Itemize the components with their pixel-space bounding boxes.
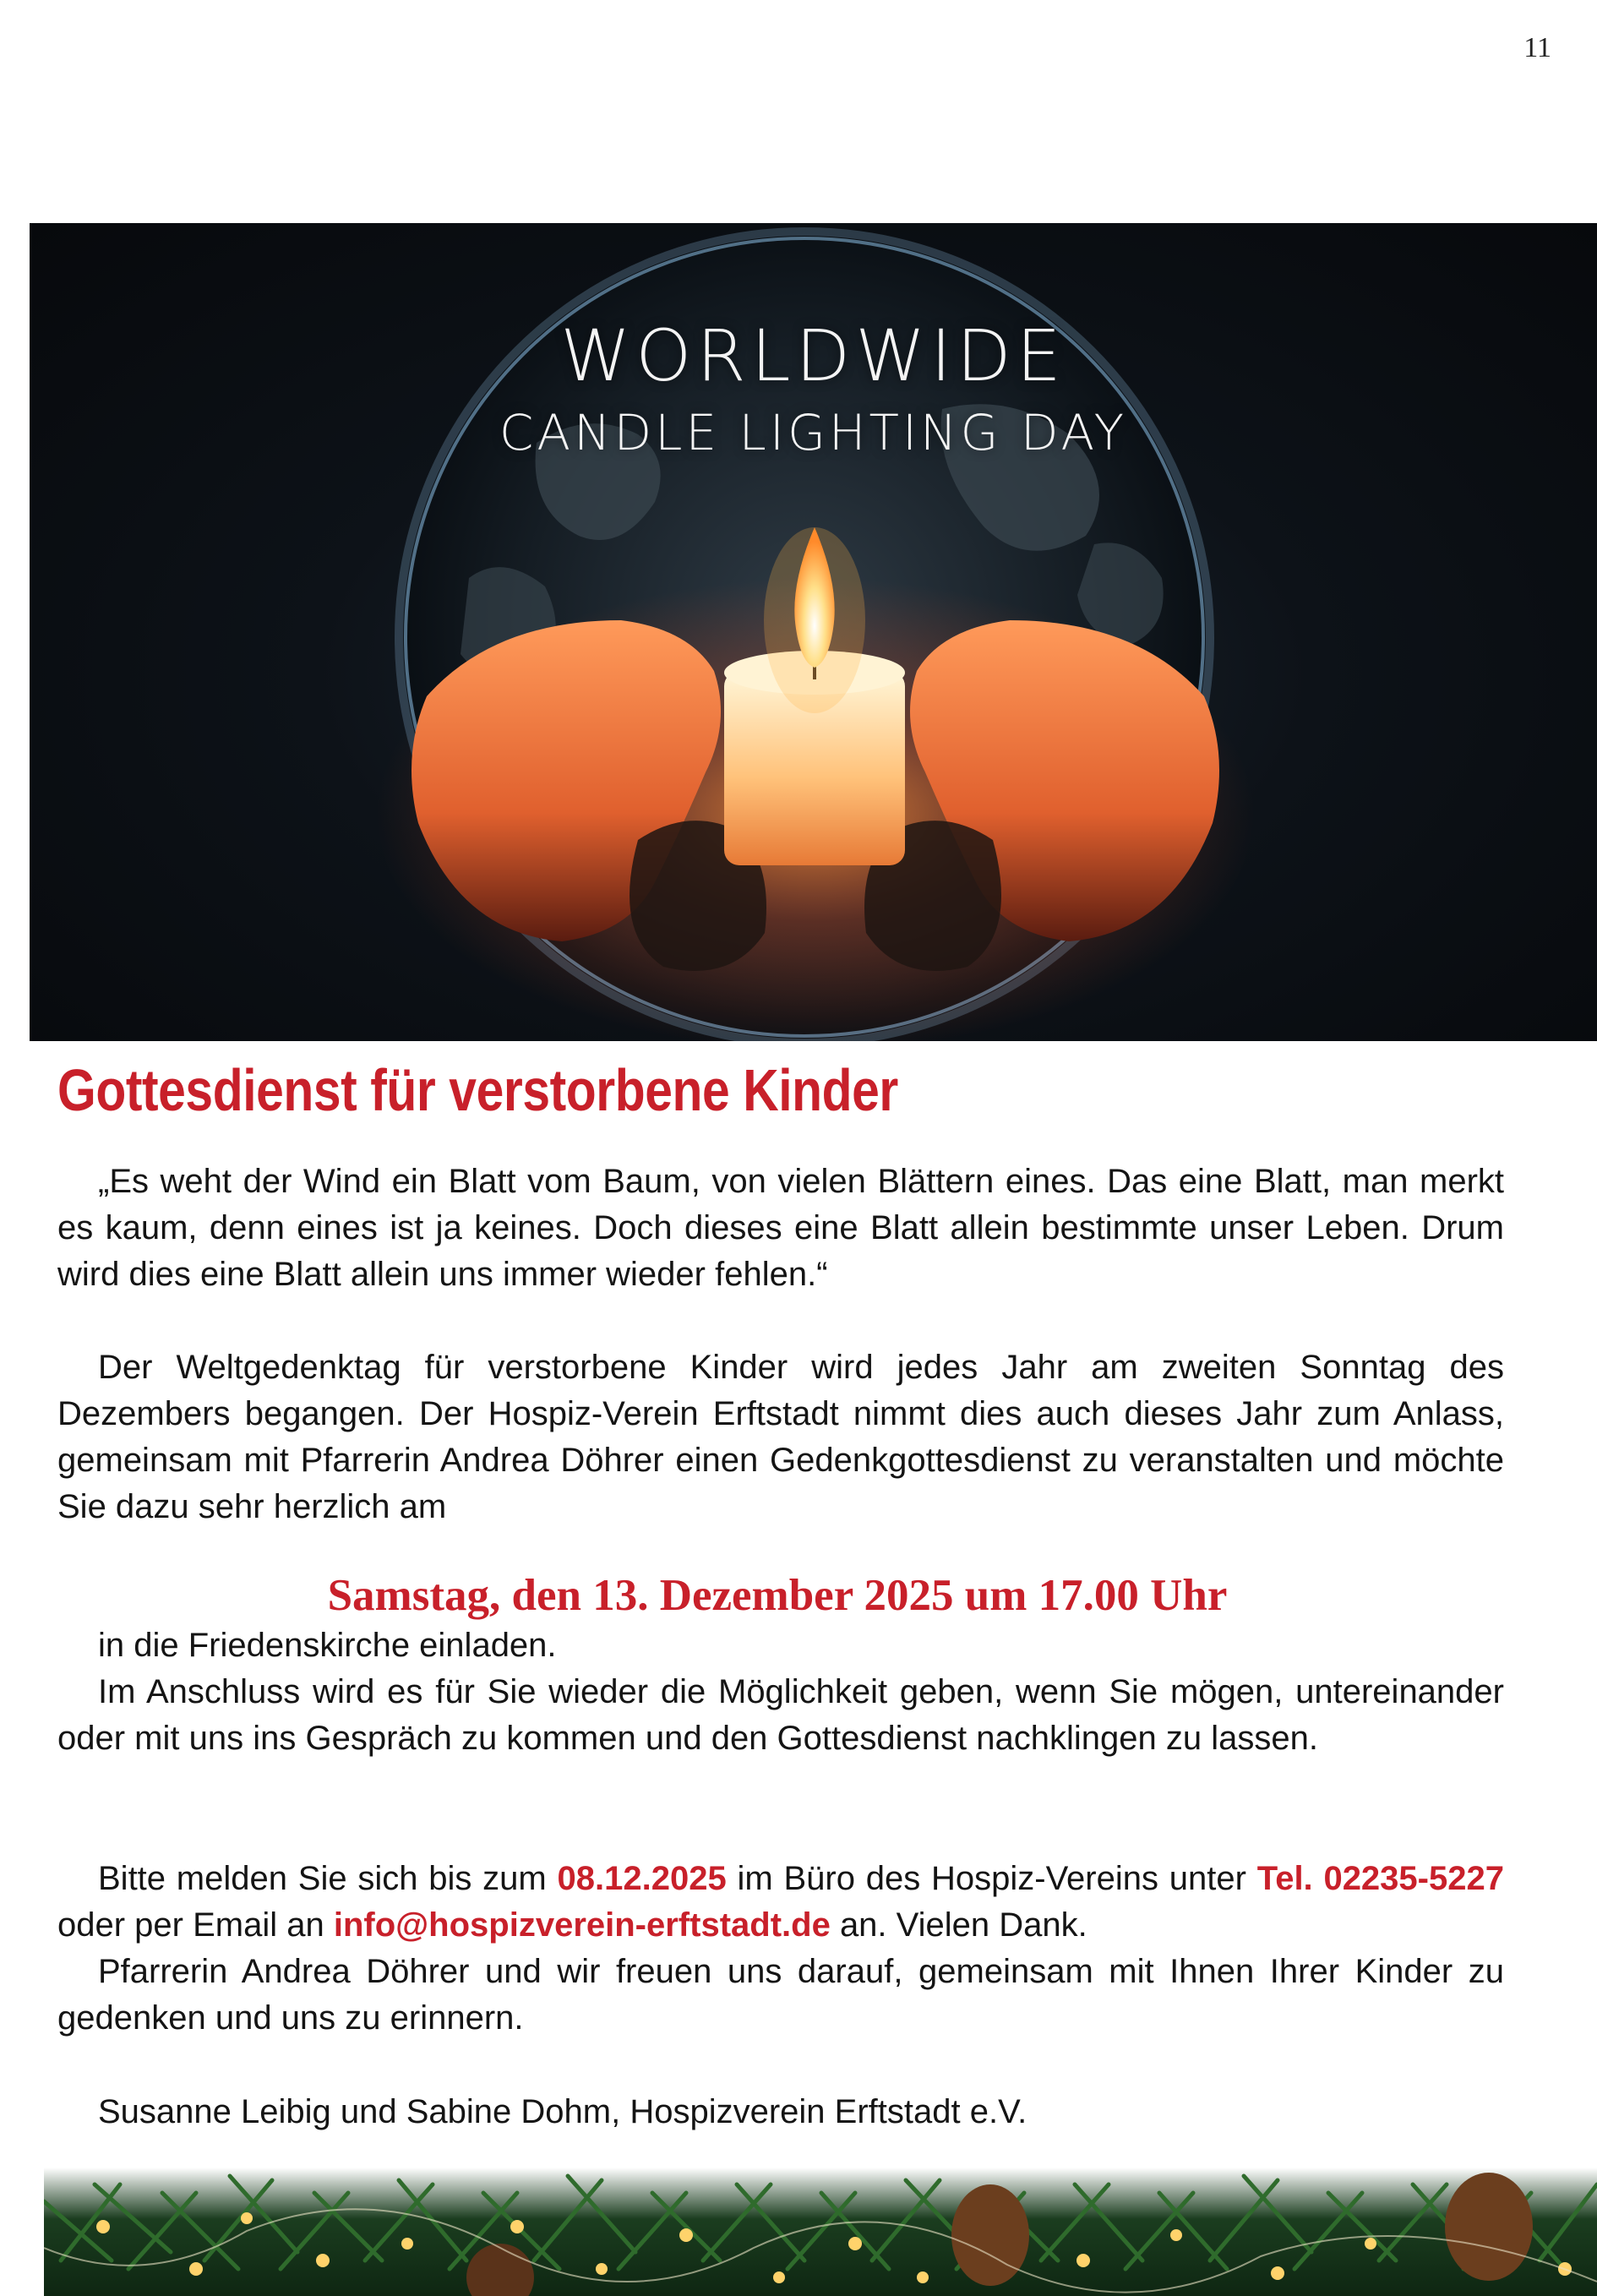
registration-date: 08.12.2025 xyxy=(557,1860,727,1897)
closing-text: Pfarrerin Andrea Döhrer und wir freuen uns darauf, gemeinsam mit Ihnen Ihrer Kinder zu gedenken und uns zu erinnern. xyxy=(57,1953,1504,2037)
phone-number[interactable]: Tel. 02235-5227 xyxy=(1256,1860,1504,1897)
registration-text: Bitte melden Sie sich bis zum 08.12.2025 im Büro des Hospiz-Vereins unter Tel. 02235-5227 oder per Email an info@hospizverein-erftstadt.de an. Vielen Dank. xyxy=(57,1860,1504,1944)
hero-image xyxy=(30,223,1597,1041)
fir-garland-illustration xyxy=(44,2168,1597,2296)
email-link[interactable]: info@hospizverein-erftstadt.de xyxy=(333,1906,831,1944)
signature-paragraph xyxy=(57,2089,1504,2135)
location-paragraph xyxy=(57,1622,1504,1762)
event-date: Samstag, den 13. Dezember 2025 um 17.00 Uhr xyxy=(327,1571,1228,1620)
quote-text: „Es weht der Wind ein Blatt vom Baum, von vielen Blättern eines. Das eine Blatt, man merkt es kaum, denn eines ist ja keines. Doch dieses eine Blatt allein bestimmte unser Leben. Drum wird dies eine Blatt allein uns immer wieder fehlen.“ xyxy=(57,1163,1504,1293)
registration-paragraph xyxy=(57,1856,1504,2042)
intro-text: Der Weltgedenktag für verstorbene Kinder wird jedes Jahr am zweiten Sonntag des Dezembers begangen. Der Hospiz-Verein Erftstadt nimmt dies auch dieses Jahr zum Anlass, gemeinsam mit Pfarrerin Andrea Döhrer einen Gedenkgottesdienst zu veranstalten und möchte Sie dazu sehr herzlich am xyxy=(57,1349,1504,1525)
article-heading: Gottesdienst für verstorbene Kinder xyxy=(57,1057,898,1123)
quote-paragraph xyxy=(57,1159,1504,1298)
hero-title: WORLDWIDE xyxy=(560,314,1066,397)
page-number: 11 xyxy=(1523,32,1551,63)
intro-paragraph xyxy=(57,1344,1504,1530)
garland-decoration xyxy=(44,2168,1597,2296)
signature-text: Susanne Leibig und Sabine Dohm, Hospizverein Erftstadt e.V. xyxy=(98,2093,1027,2130)
hero-subtitle: CANDLE LIGHTING DAY xyxy=(499,404,1128,461)
location-text: in die Friedenskirche einladen. xyxy=(98,1627,557,1664)
followup-text: Im Anschluss wird es für Sie wieder die Möglichkeit geben, wenn Sie mögen, untereinander oder mit uns ins Gespräch zu kommen und den Gottesdienst nachklingen zu lassen. xyxy=(57,1673,1504,1757)
